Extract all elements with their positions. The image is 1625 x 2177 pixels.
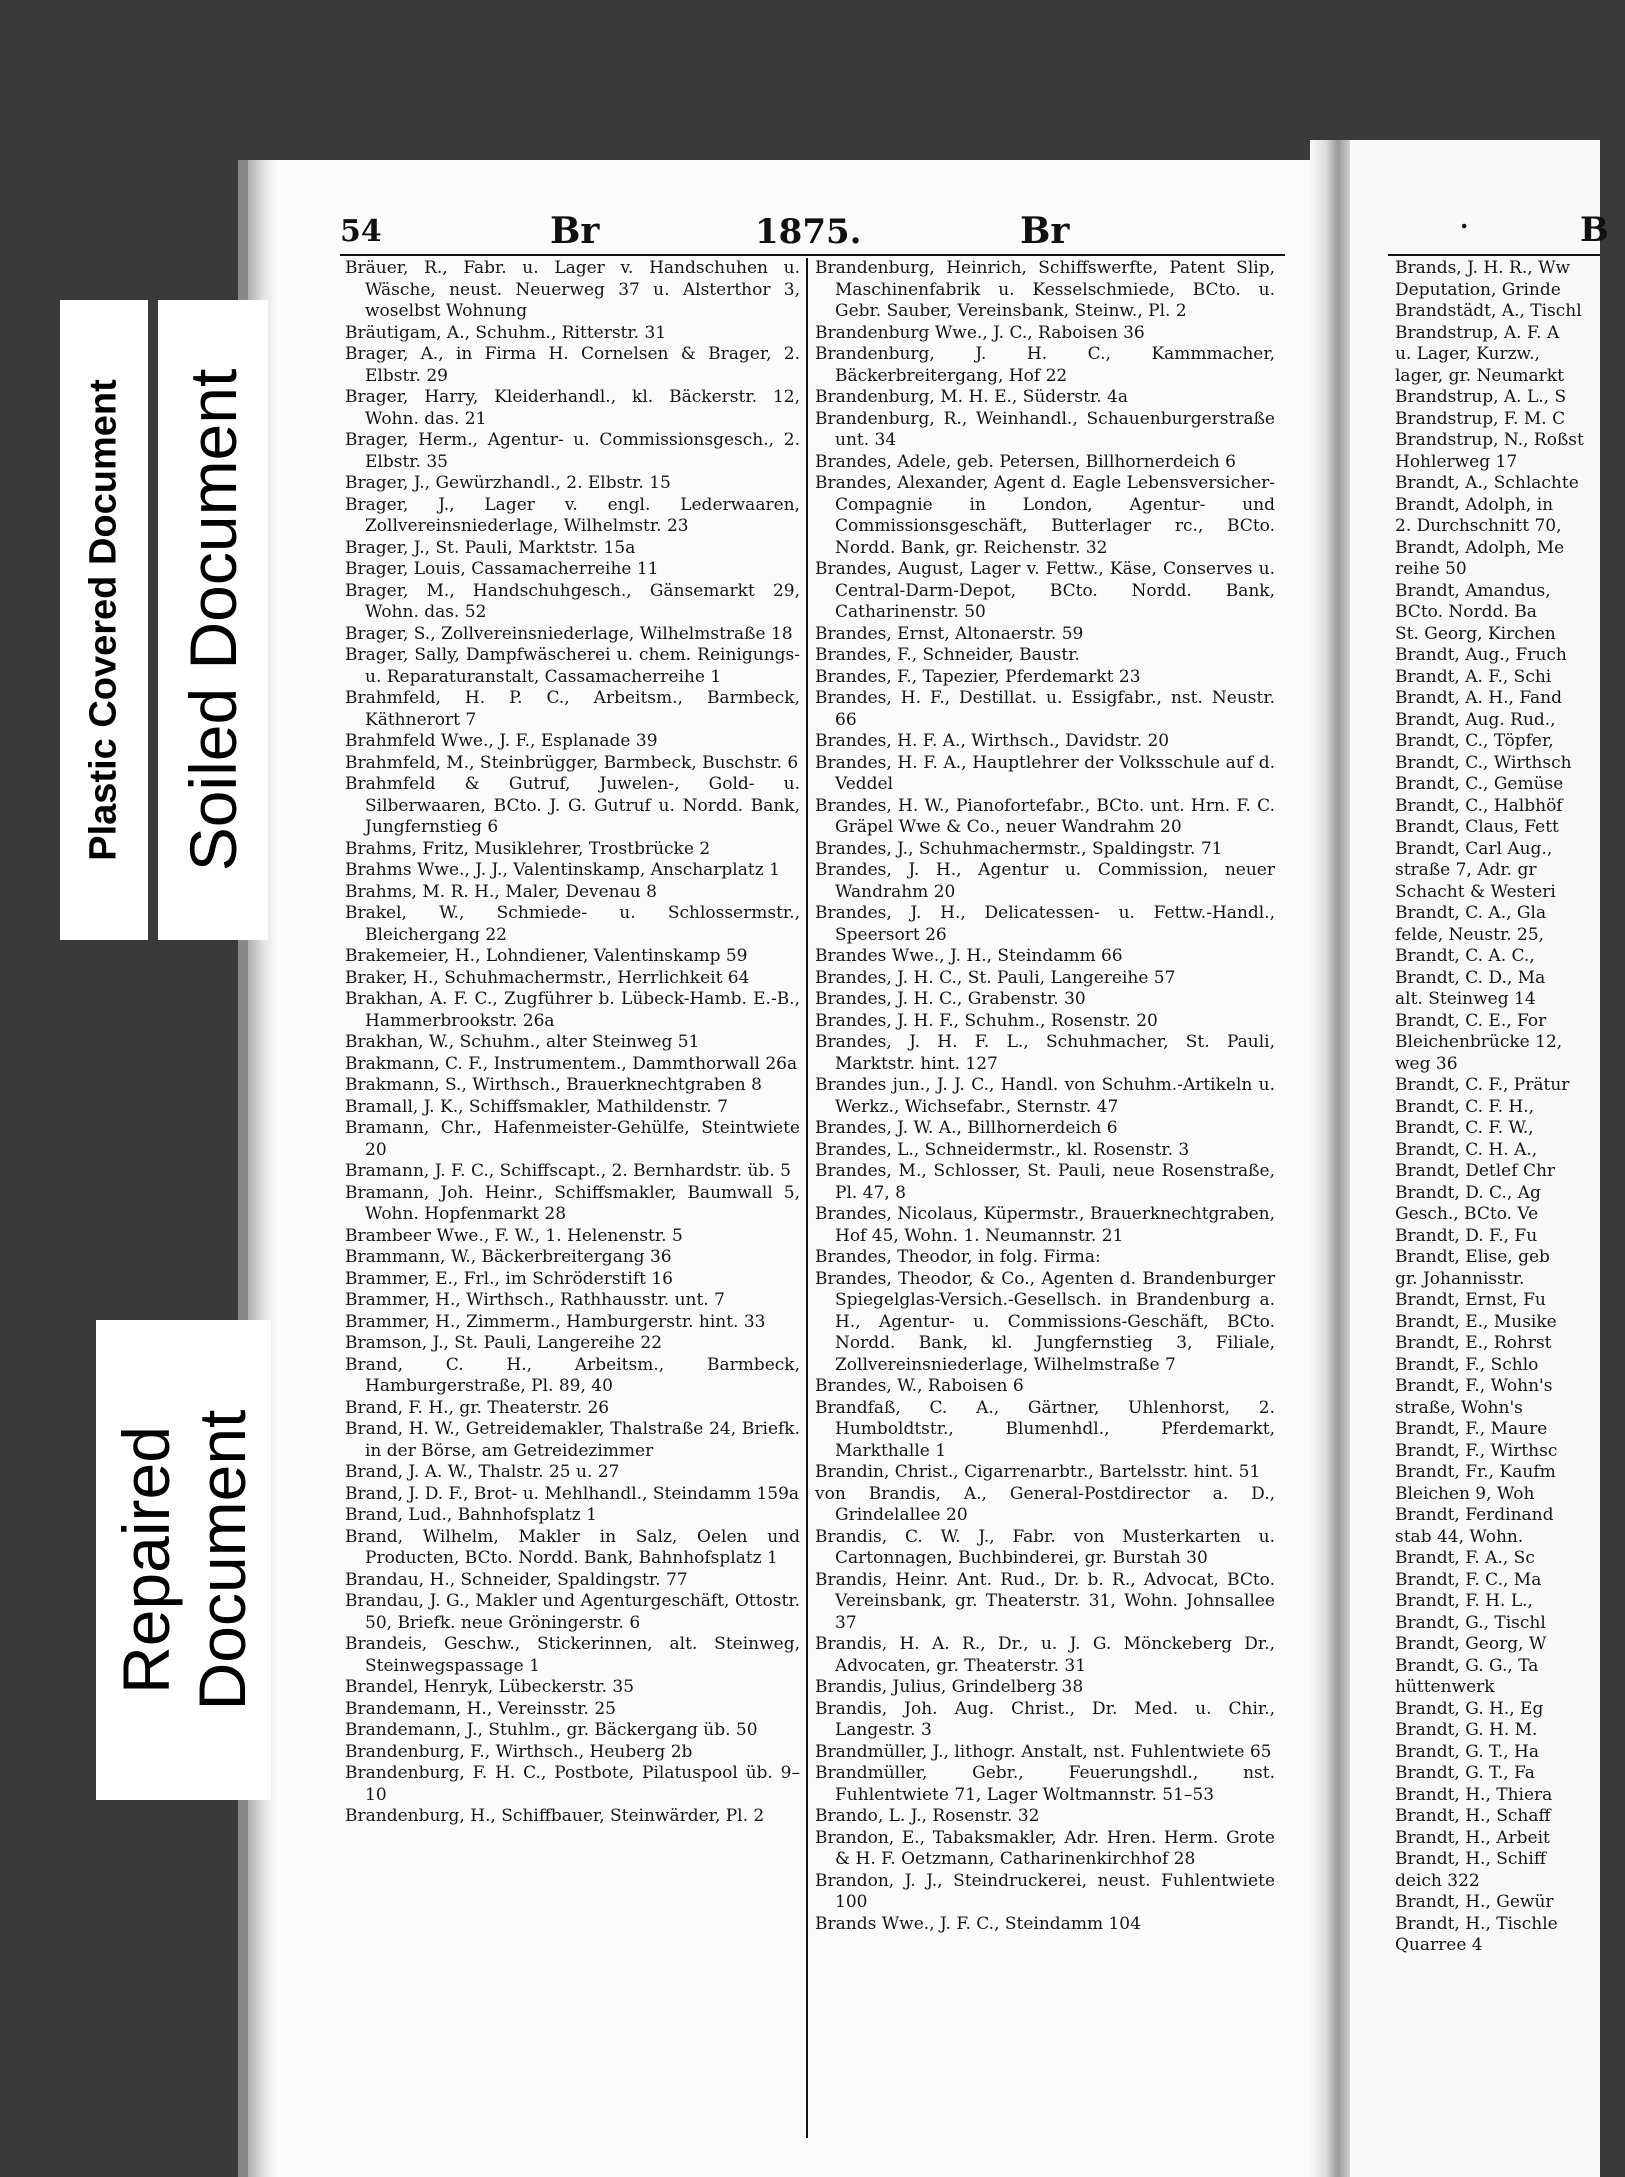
directory-entry: Brand, J. D. F., Brot- u. Mehlhandl., Steindamm 159a: [345, 1483, 800, 1504]
book-spine: [1310, 140, 1350, 2177]
directory-entry: Brandt, A., Schlachte: [1395, 473, 1579, 493]
directory-entry: Brandenburg, Heinrich, Schiffswerfte, Patent Slip, Maschinenfabrik u. Kesselschmiede, BCto. u. Gebr. Sauber, Vereinsbank, Steinw., Pl. 2: [815, 258, 1275, 321]
directory-entry: alt. Steinweg 14: [1395, 989, 1536, 1009]
directory-entry: Brandin, Christ., Cigarrenarbtr., Bartelsstr. hint. 51: [815, 1462, 1261, 1482]
directory-entry: Brandt, G. T., Fa: [1395, 1763, 1535, 1783]
soiled-document-label: [158, 300, 268, 940]
directory-entry: Brandt, C., Wirthsch: [1395, 752, 1572, 773]
directory-entry: Brandes, J. W. A., Billhornerdeich 6: [815, 1118, 1118, 1138]
directory-entry: Brandes, F., Schneider, Baustr.: [815, 645, 1080, 665]
directory-entry: Brandt, Adolph, Me: [1395, 537, 1565, 558]
directory-entry: Brandt, Amandus,: [1395, 580, 1551, 601]
directory-entry: Brand, F. H., gr. Theaterstr. 26: [345, 1397, 610, 1418]
directory-entry: Brandstrup, N., Roßst: [1395, 430, 1584, 450]
directory-entry: Brandt, Fr., Kaufm: [1395, 1462, 1556, 1482]
directory-column-left: [345, 258, 800, 1828]
directory-entry: Brandon, E., Tabaksmakler, Adr. Hren. Herm. Grote & H. F. Oetzmann, Catharinenkirchhof 28: [815, 1827, 1275, 1869]
directory-entry: Brandes, Alexander, Agent d. Eagle Lebensversicher-Compagnie in London, Agentur- und Commissionsgeschäft, Butterlager rc., BCto. Nordd. Bank, gr. Reichenstr. 32: [815, 473, 1275, 558]
directory-entry: felde, Neustr. 25,: [1395, 924, 1545, 945]
directory-entry: Brammer, H., Wirthsch., Rathhausstr. unt. 7: [345, 1290, 725, 1310]
directory-entry: Brandt, C. H. A.,: [1395, 1139, 1538, 1160]
header-letters-left: Br: [550, 210, 600, 252]
directory-entry: Brandenburg, H., Schiffbauer, Steinwärder, Pl. 2: [345, 1806, 765, 1826]
directory-entry: Brandt, C., Töpfer,: [1395, 731, 1554, 751]
directory-entry: Brandes, Ernst, Altonaerstr. 59: [815, 623, 1084, 644]
header-letters-right: Br: [1020, 210, 1070, 252]
directory-entry: Brandes, J. H. F., Schuhm., Rosenstr. 20: [815, 1010, 1158, 1031]
directory-entry: Brammann, W., Bäckerbreitergang 36: [345, 1247, 672, 1267]
directory-entry: Schacht & Westeri: [1395, 881, 1556, 902]
directory-entry: Brandes, H. F., Destillat. u. Essigfabr., nst. Neustr. 66: [815, 688, 1275, 730]
directory-entry: Brager, A., in Firma H. Cornelsen & Brager, 2. Elbstr. 29: [345, 344, 800, 386]
directory-entry: Brager, S., Zollvereinsniederlage, Wilhelmstraße 18: [345, 623, 793, 644]
directory-entry: Brahmfeld, H. P. C., Arbeitsm., Barmbeck, Käthnerort 7: [345, 688, 800, 730]
plastic-covered-label-text: Plastic Covered Document: [82, 379, 125, 861]
directory-entry: Brager, J., Lager v. engl. Lederwaaren, Zollvereinsniederlage, Wilhelmstr. 23: [345, 494, 800, 536]
directory-entry: Brandfaß, C. A., Gärtner, Uhlenhorst, 2. Humboldtstr., Blumenhdl., Pferdemarkt, Markthalle 1: [815, 1397, 1275, 1461]
directory-entry: Brandt, C. F. W.,: [1395, 1118, 1534, 1138]
directory-entry: Brandt, C. F. H.,: [1395, 1096, 1535, 1117]
directory-entry: von Brandis, A., General-Postdirector a. D., Grindelallee 20: [815, 1483, 1275, 1525]
directory-entry: Brandes, Theodor, & Co., Agenten d. Brandenburger Spiegelglas-Versich.-Gesellsch. in Brandenburg a. H., Agentur- u. Commissions-Geschäft, BCto. Nordd. Bank, kl. Jungfernstieg 3, Filiale, Zollvereinsniederlage, Wilhelmstraße 7: [815, 1268, 1275, 1375]
directory-entry: Bräutigam, A., Schuhm., Ritterstr. 31: [345, 322, 667, 343]
directory-entry: Brandt, C. A., Gla: [1395, 903, 1547, 923]
directory-entry: Brakhan, W., Schuhm., alter Steinweg 51: [345, 1032, 700, 1052]
directory-entry: Brandt, C. D., Ma: [1395, 967, 1546, 988]
right-page-dot: .: [1460, 205, 1469, 234]
directory-entry: Brandt, H., Arbeit: [1395, 1827, 1550, 1848]
directory-entry: Deputation, Grinde: [1395, 279, 1561, 300]
directory-entry: Brandt, C. E., For: [1395, 1010, 1547, 1031]
directory-entry: Brager, J., St. Pauli, Marktstr. 15a: [345, 537, 636, 558]
repaired-label-line-2: Document: [184, 1409, 259, 1711]
directory-entry: Brandes, H. F. A., Wirthsch., Davidstr. 20: [815, 731, 1170, 751]
directory-entry: Brahmfeld & Gutruf, Juwelen-, Gold- u. Silberwaaren, BCto. J. G. Gutruf u. Nordd. Bank, Jungfernstieg 6: [345, 774, 800, 837]
directory-entry: Brandt, F., Schlo: [1395, 1354, 1539, 1375]
repaired-label-line-1: Repaired: [108, 1426, 183, 1694]
directory-entry: Bleichenbrücke 12,: [1395, 1032, 1563, 1052]
repaired-document-label-text: [108, 1410, 260, 1711]
directory-entry: Brandis, Heinr. Ant. Rud., Dr. b. R., Advocat, BCto. Vereinsbank, gr. Theaterstr. 31, Wohn. Johnsallee 37: [815, 1569, 1275, 1633]
directory-entry: Brandenburg, F. H. C., Postbote, Pilatuspool üb. 9–10: [345, 1763, 800, 1805]
directory-entry: Bramann, Chr., Hafenmeister-Gehülfe, Steintwiete 20: [345, 1118, 800, 1160]
directory-entry: Bramann, Joh. Heinr., Schiffsmakler, Baumwall 5, Wohn. Hopfenmarkt 28: [345, 1182, 800, 1224]
directory-entry: Brandt, Carl Aug.,: [1395, 838, 1553, 859]
directory-entry: Brager, Harry, Kleiderhandl., kl. Bäckerstr. 12, Wohn. das. 21: [345, 387, 800, 429]
directory-entry: straße 7, Adr. gr: [1395, 860, 1537, 880]
directory-entry: Brandis, H. A. R., Dr., u. J. G. Mönckeberg Dr., Advocaten, gr. Theaterstr. 31: [815, 1634, 1275, 1676]
directory-entry: Brandenburg, M. H. E., Süderstr. 4a: [815, 387, 1128, 407]
directory-entry: Brandt, D. F., Fu: [1395, 1225, 1538, 1246]
directory-entry: gr. Johannisstr.: [1395, 1268, 1525, 1289]
directory-entry: Brandes, J., Schuhmachermstr., Spaldingstr. 71: [815, 838, 1223, 859]
directory-entry: Brandes, Nicolaus, Küpermstr., Brauerknechtgraben, Hof 45, Wohn. 1. Neumannstr. 21: [815, 1204, 1275, 1246]
directory-entry: Brandt, H., Tischle: [1395, 1913, 1558, 1934]
directory-entry: Brandes, Theodor, in folg. Firma:: [815, 1247, 1101, 1267]
directory-entry: Brandes, J. H. C., Grabenstr. 30: [815, 989, 1086, 1009]
directory-entry: Brahmfeld, M., Steinbrügger, Barmbeck, Buschstr. 6: [345, 752, 799, 773]
directory-entry: Brandt, A. H., Fand: [1395, 688, 1562, 708]
directory-entry: Brandt, H., Thiera: [1395, 1784, 1553, 1805]
directory-entry: Brandenburg, R., Weinhandl., Schauenburgerstraße unt. 34: [815, 408, 1275, 450]
directory-entry: Brandes jun., J. J. C., Handl. von Schuhm.-Artikeln u. Werkz., Wichsefabr., Sternstr. 47: [815, 1075, 1275, 1117]
directory-entry: Brand, H. W., Getreidemakler, Thalstraße 24, Briefk. in der Börse, am Getreidezimmer: [345, 1419, 800, 1461]
directory-entry: Brandstädt, A., Tischl: [1395, 301, 1582, 321]
directory-entry: Quarree 4: [1395, 1935, 1483, 1955]
directory-entry: Brandenburg, F., Wirthsch., Heuberg 2b: [345, 1741, 693, 1762]
directory-entry: Brandstrup, A. F. A: [1395, 322, 1560, 343]
directory-entry: Brandt, Detlef Chr: [1395, 1161, 1556, 1181]
directory-entry: Brager, J., Gewürzhandl., 2. Elbstr. 15: [345, 473, 671, 493]
right-page-header-mark: B: [1580, 210, 1609, 250]
right-page-rule: [1388, 254, 1600, 256]
directory-entry: Brandt, G. T., Ha: [1395, 1741, 1540, 1762]
directory-entry: Brandis, Joh. Aug. Christ., Dr. Med. u. Chir., Langestr. 3: [815, 1698, 1275, 1740]
directory-entry: Brando, L. J., Rosenstr. 32: [815, 1806, 1040, 1826]
directory-entry: 2. Durchschnitt 70,: [1395, 516, 1562, 536]
repaired-document-label: [96, 1320, 271, 1800]
directory-entry: Brand, Lud., Bahnhofsplatz 1: [345, 1505, 597, 1525]
directory-entry: Brandis, Julius, Grindelberg 38: [815, 1677, 1084, 1697]
directory-entry: Brandes, M., Schlosser, St. Pauli, neue Rosenstraße, Pl. 47, 8: [815, 1161, 1275, 1203]
directory-entry: Brager, Sally, Dampfwäscherei u. chem. Reinigungs- u. Reparaturanstalt, Cassamacherreihe 1: [345, 645, 800, 687]
directory-entry: Brandes, J. H., Delicatessen- u. Fettw.-Handl., Speersort 26: [815, 903, 1275, 945]
directory-entry: Brandt, Aug. Rud.,: [1395, 709, 1556, 730]
directory-entry: Brandt, G. G., Ta: [1395, 1655, 1539, 1676]
directory-entry: hüttenwerk: [1395, 1677, 1495, 1697]
directory-entry: Brandmüller, Gebr., Feuerungshdl., nst. Fuhlentwiete 71, Lager Woltmannstr. 51–53: [815, 1763, 1275, 1805]
directory-entry: Brand, J. A. W., Thalstr. 25 u. 27: [345, 1462, 620, 1482]
directory-entry: Brager, Herm., Agentur- u. Commissionsgesch., 2. Elbstr. 35: [345, 430, 800, 472]
directory-entry: Brandt, F. A., Sc: [1395, 1548, 1535, 1568]
directory-entry: Braker, H., Schuhmachermstr., Herrlichkeit 64: [345, 967, 750, 988]
directory-entry: Brambeer Wwe., F. W., 1. Helenenstr. 5: [345, 1225, 683, 1246]
directory-entry: Brakemeier, H., Lohndiener, Valentinskamp 59: [345, 946, 748, 966]
directory-column-right: [1395, 258, 1625, 1957]
directory-entry: Brandt, D. C., Ag: [1395, 1182, 1541, 1203]
directory-entry: Brandes, August, Lager v. Fettw., Käse, Conserves u. Central-Darm-Depot, BCto. Nordd. Bank, Catharinenstr. 50: [815, 559, 1275, 622]
directory-entry: Brammer, H., Zimmerm., Hamburgerstr. hint. 33: [345, 1311, 766, 1332]
directory-entry: Brager, M., Handschuhgesch., Gänsemarkt 29, Wohn. das. 52: [345, 580, 800, 622]
directory-entry: Brandt, Adolph, in: [1395, 494, 1554, 515]
directory-entry: stab 44, Wohn.: [1395, 1526, 1524, 1547]
directory-entry: straße, Wohn's: [1395, 1397, 1523, 1418]
directory-entry: Brandt, Ernst, Fu: [1395, 1290, 1546, 1310]
directory-entry: BCto. Nordd. Ba: [1395, 602, 1537, 622]
directory-entry: Brandon, J. J., Steindruckerei, neust. Fuhlentwiete 100: [815, 1870, 1275, 1912]
directory-entry: Brands Wwe., J. F. C., Steindamm 104: [815, 1913, 1141, 1934]
directory-entry: weg 36: [1395, 1053, 1458, 1074]
directory-entry: Brandt, Ferdinand: [1395, 1505, 1554, 1525]
directory-entry: Brand, C. H., Arbeitsm., Barmbeck, Hamburgerstraße, Pl. 89, 40: [345, 1354, 800, 1396]
directory-entry: Brandt, Elise, geb: [1395, 1247, 1550, 1267]
directory-entry: Brandt, G., Tischl: [1395, 1612, 1546, 1633]
directory-entry: Brandau, J. G., Makler und Agenturgeschäft, Ottostr. 50, Briefk. neue Gröningerstr. 6: [345, 1591, 800, 1633]
directory-entry: Brammer, E., Frl., im Schröderstift 16: [345, 1268, 673, 1289]
directory-entry: Brandt, F. C., Ma: [1395, 1569, 1542, 1590]
directory-entry: Brandes, J. H., Agentur u. Commission, neuer Wandrahm 20: [815, 860, 1275, 902]
directory-entry: Brandt, A. F., Schi: [1395, 666, 1552, 687]
header-rule: [340, 254, 1285, 256]
directory-entry: Brahms Wwe., J. J., Valentinskamp, Anscharplatz 1: [345, 860, 780, 880]
directory-entry: Brandt, G. H., Eg: [1395, 1698, 1544, 1719]
directory-entry: Brandt, F., Wohn's: [1395, 1376, 1553, 1396]
directory-entry: Brandt, H., Schaff: [1395, 1806, 1551, 1826]
directory-entry: Brakhan, A. F. C., Zugführer b. Lübeck-Hamb. E.-B., Hammerbrookstr. 26a: [345, 989, 800, 1031]
directory-entry: Bramann, J. F. C., Schiffscapt., 2. Bernhardstr. üb. 5: [345, 1161, 791, 1181]
column-divider: [806, 258, 808, 2138]
directory-entry: Brandes, J. H. F. L., Schuhmacher, St. Pauli, Marktstr. hint. 127: [815, 1032, 1275, 1074]
directory-entry: Brandes, F., Tapezier, Pferdemarkt 23: [815, 666, 1141, 687]
directory-entry: Brandt, Georg, W: [1395, 1634, 1547, 1654]
directory-entry: Brahmfeld Wwe., J. F., Esplanade 39: [345, 731, 658, 751]
directory-entry: lager, gr. Neumarkt: [1395, 365, 1564, 386]
directory-entry: Brandau, H., Schneider, Spaldingstr. 77: [345, 1569, 688, 1590]
directory-entry: Brandt, G. H. M.: [1395, 1720, 1538, 1740]
directory-entry: Brandenburg, J. H. C., Kammmacher, Bäckerbreitergang, Hof 22: [815, 344, 1275, 386]
directory-entry: Brandt, E., Rohrst: [1395, 1333, 1552, 1353]
directory-entry: Brandes Wwe., J. H., Steindamm 66: [815, 946, 1123, 966]
directory-entry: Brandt, Claus, Fett: [1395, 817, 1559, 837]
header-year: 1875.: [755, 212, 862, 252]
directory-entry: Bramall, J. K., Schiffsmakler, Mathildenstr. 7: [345, 1096, 728, 1117]
directory-entry: Brandstrup, A. L., S: [1395, 387, 1567, 407]
directory-entry: Brahms, M. R. H., Maler, Devenau 8: [345, 881, 657, 902]
plastic-covered-label: [60, 300, 148, 940]
directory-entry: St. Georg, Kirchen: [1395, 623, 1556, 644]
directory-entry: Brand, Wilhelm, Makler in Salz, Oelen und Producten, BCto. Nordd. Bank, Bahnhofsplatz 1: [345, 1526, 800, 1568]
directory-entry: Brandt, C., Gemüse: [1395, 774, 1564, 794]
directory-entry: Brandt, Aug., Fruch: [1395, 645, 1567, 665]
directory-entry: Brandt, F., Wirthsc: [1395, 1440, 1558, 1461]
directory-entry: Brandt, H., Gewür: [1395, 1892, 1554, 1912]
directory-entry: Brandes, H. F. A., Hauptlehrer der Volksschule auf d. Veddel: [815, 752, 1275, 794]
directory-entry: deich 322: [1395, 1870, 1480, 1891]
directory-entry: Brandemann, H., Vereinsstr. 25: [345, 1698, 616, 1719]
directory-entry: Brandel, Henryk, Lübeckerstr. 35: [345, 1677, 635, 1697]
directory-entry: Brandenburg Wwe., J. C., Raboisen 36: [815, 322, 1145, 343]
directory-entry: reihe 50: [1395, 559, 1467, 579]
directory-entry: Brager, Louis, Cassamacherreihe 11: [345, 559, 659, 579]
soiled-document-label-text: Soiled Document: [176, 368, 250, 872]
directory-entry: Brandeis, Geschw., Stickerinnen, alt. Steinweg, Steinwegspassage 1: [345, 1634, 800, 1676]
directory-entry: Brahms, Fritz, Musiklehrer, Trostbrücke 2: [345, 838, 711, 859]
directory-entry: u. Lager, Kurzw.,: [1395, 344, 1540, 364]
directory-entry: Brandt, C., Halbhöf: [1395, 795, 1563, 816]
directory-entry: Bramson, J., St. Pauli, Langereihe 22: [345, 1333, 663, 1353]
directory-entry: Brandt, C. A. C.,: [1395, 946, 1535, 966]
directory-entry: Brandt, H., Schiff: [1395, 1849, 1546, 1869]
directory-entry: Brandt, F. H. L.,: [1395, 1591, 1533, 1611]
directory-entry: Brandemann, J., Stuhlm., gr. Bäckergang üb. 50: [345, 1720, 758, 1740]
directory-entry: Brandt, F., Maure: [1395, 1419, 1548, 1439]
directory-entry: Bleichen 9, Woh: [1395, 1483, 1535, 1504]
page-number: 54: [340, 214, 382, 249]
directory-entry: Gesch., BCto. Ve: [1395, 1204, 1539, 1224]
directory-entry: Brandt, E., Musike: [1395, 1311, 1557, 1332]
directory-entry: Brandis, C. W. J., Fabr. von Musterkarten u. Cartonnagen, Buchbinderei, gr. Burstah 30: [815, 1526, 1275, 1568]
directory-entry: Brandstrup, F. M. C: [1395, 408, 1566, 429]
directory-entry: Brandmüller, J., lithogr. Anstalt, nst. Fuhlentwiete 65: [815, 1741, 1272, 1762]
directory-entry: Bräuer, R., Fabr. u. Lager v. Handschuhen u. Wäsche, neust. Neuerweg 37 u. Alsterthor 3, woselbst Wohnung: [345, 258, 800, 321]
directory-entry: Brandes, Adele, geb. Petersen, Billhornerdeich 6: [815, 451, 1236, 472]
directory-entry: Brakel, W., Schmiede- u. Schlossermstr., Bleichergang 22: [345, 903, 800, 945]
directory-entry: Brandes, J. H. C., St. Pauli, Langereihe 57: [815, 967, 1176, 988]
directory-entry: Brandes, L., Schneidermstr., kl. Rosenstr. 3: [815, 1139, 1190, 1160]
directory-entry: Brandes, W., Raboisen 6: [815, 1376, 1024, 1396]
directory-entry: Brakmann, S., Wirthsch., Brauerknechtgraben 8: [345, 1075, 762, 1095]
directory-entry: Brandes, H. W., Pianofortefabr., BCto. unt. Hrn. F. C. Gräpel Wwe & Co., neuer Wandrahm 20: [815, 795, 1275, 837]
directory-entry: Brandt, C. F., Prätur: [1395, 1075, 1570, 1095]
directory-entry: Hohlerweg 17: [1395, 451, 1518, 472]
directory-entry: Brands, J. H. R., Ww: [1395, 258, 1571, 278]
directory-entry: Brakmann, C. F., Instrumentem., Dammthorwall 26a: [345, 1053, 798, 1074]
directory-column-middle: [815, 258, 1275, 1935]
